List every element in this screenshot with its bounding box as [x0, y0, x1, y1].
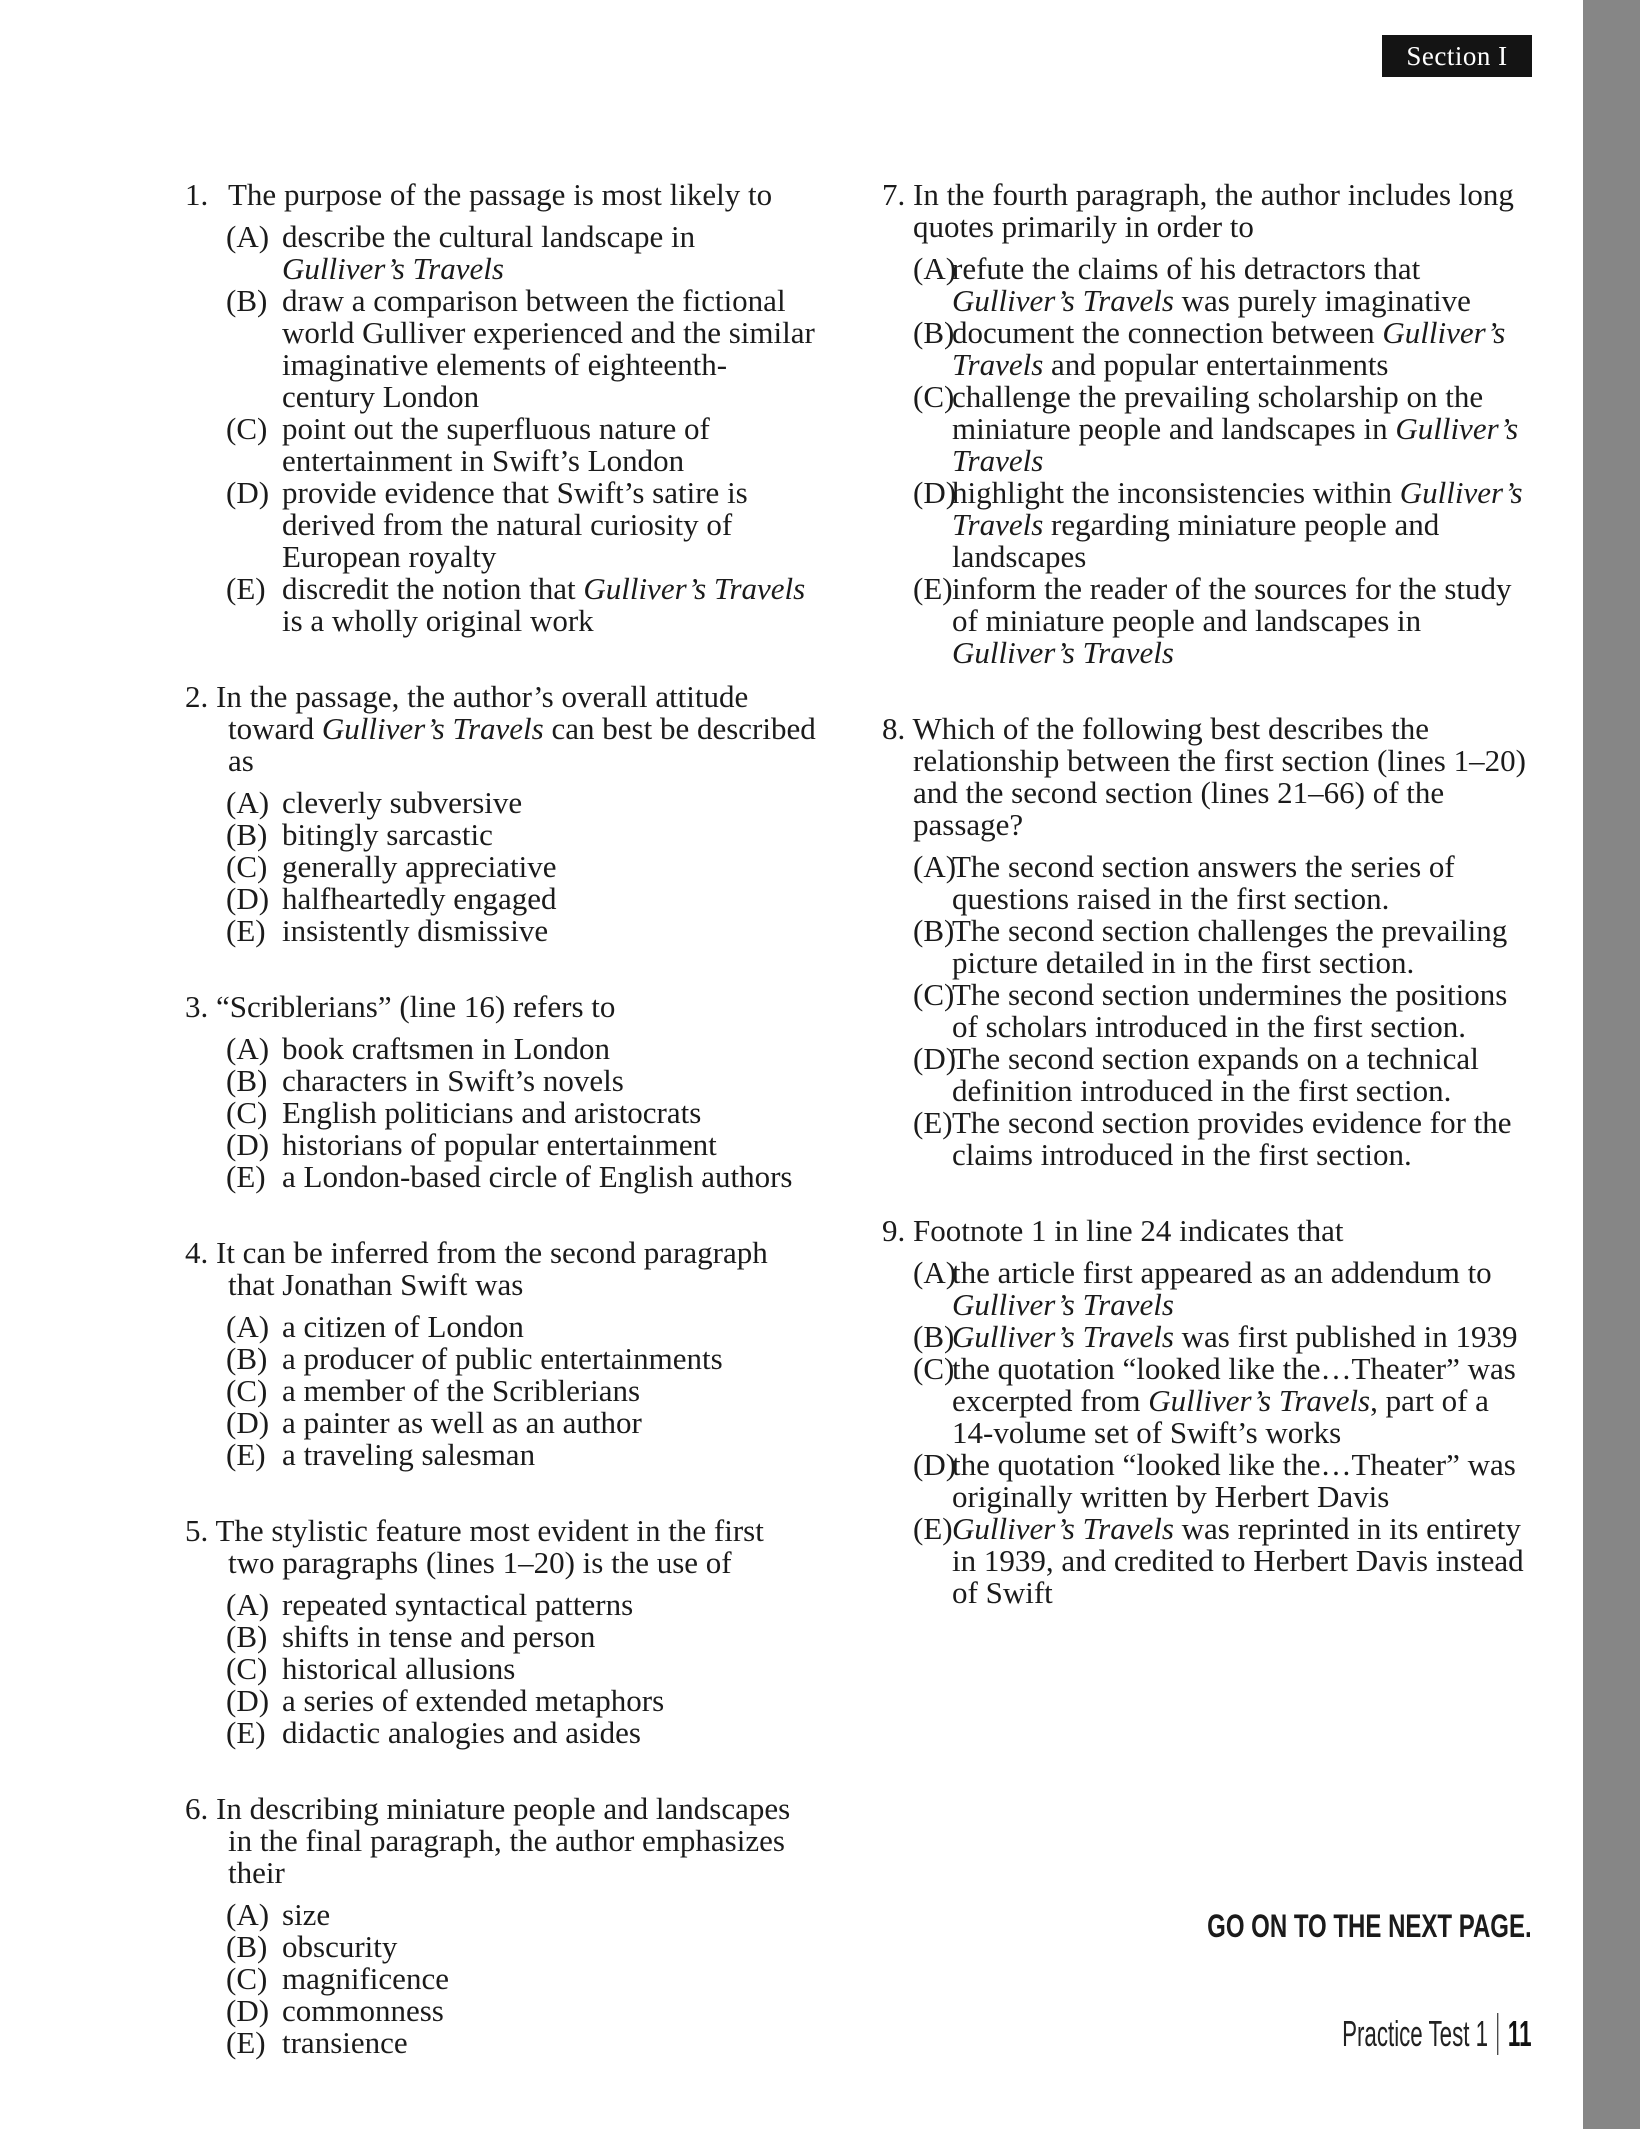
- question-number: 2.: [185, 679, 209, 714]
- option-label: (D): [913, 1447, 957, 1482]
- option-label: (B): [226, 1929, 268, 1964]
- option-label: (B): [913, 315, 955, 350]
- question-stem: [185, 681, 817, 777]
- option-label: (D): [226, 1127, 270, 1162]
- option-label: (B): [913, 913, 955, 948]
- option-text: a member of the Scriblerians: [282, 1373, 641, 1408]
- question-stem: [185, 179, 817, 211]
- option-label: (D): [913, 475, 957, 510]
- option-label: (A): [226, 1031, 270, 1066]
- option-row: [882, 477, 1532, 573]
- option-label: (E): [226, 1715, 266, 1750]
- options-list: [185, 1589, 817, 1749]
- option-row: [882, 1321, 1532, 1353]
- option-text: a series of extended metaphors: [282, 1683, 665, 1718]
- option-row: [185, 1931, 817, 1963]
- option-row: [185, 883, 817, 915]
- option-label: (A): [226, 1897, 270, 1932]
- option-text: The second section answers the series of questions raised in the first section.: [952, 849, 1455, 916]
- question-stem: [185, 1237, 817, 1301]
- option-label: (A): [226, 219, 270, 254]
- question-stem: [882, 1215, 1532, 1247]
- option-text: the quotation “looked like the…Theater” was excerpted from Gulliver’s Travels, part of a 14-volume set of Swift’s works: [952, 1351, 1516, 1450]
- option-text: The second section undermines the positions of scholars introduced in the first section.: [952, 977, 1508, 1044]
- options-list: [882, 253, 1532, 669]
- option-label: (C): [226, 849, 268, 884]
- question-number: 4.: [185, 1235, 209, 1270]
- question-number: 8.: [882, 711, 906, 746]
- option-row: [185, 1621, 817, 1653]
- option-label: (C): [913, 1351, 955, 1386]
- option-text: a London-based circle of English authors: [282, 1159, 793, 1194]
- option-row: [185, 915, 817, 947]
- question-stem-text: “Scriblerians” (line 16) refers to: [216, 989, 616, 1024]
- question-stem: [185, 1793, 817, 1889]
- question: [185, 681, 817, 947]
- option-row: [185, 1589, 817, 1621]
- option-row: [185, 1899, 817, 1931]
- option-text: characters in Swift’s novels: [282, 1063, 624, 1098]
- question-stem-text: In the fourth paragraph, the author includes long quotes primarily in order to: [913, 177, 1514, 244]
- question-stem: [185, 991, 817, 1023]
- section-label: Section I: [1406, 40, 1508, 71]
- option-label: (C): [226, 1373, 268, 1408]
- option-row: [882, 381, 1532, 477]
- option-text: a producer of public entertainments: [282, 1341, 723, 1376]
- option-label: (E): [913, 571, 953, 606]
- option-text: cleverly subversive: [282, 785, 523, 820]
- option-label: (D): [226, 475, 270, 510]
- option-label: (B): [913, 1319, 955, 1354]
- option-text: The second section provides evidence for the claims introduced in the first section.: [952, 1105, 1512, 1172]
- question-stem: [882, 713, 1532, 841]
- option-text: insistently dismissive: [282, 913, 549, 948]
- option-text: challenge the prevailing scholarship on the miniature people and landscapes in Gulliver’s Travels: [952, 379, 1519, 478]
- question-number: 1.: [185, 177, 209, 212]
- option-text: Gulliver’s Travels was first published in 1939: [952, 1319, 1518, 1354]
- option-label: (C): [913, 379, 955, 414]
- option-text: document the connection between Gulliver’s Travels and popular entertainments: [952, 315, 1506, 382]
- question-stem-text: In describing miniature people and landscapes in the final paragraph, the author emphasizes their: [216, 1791, 791, 1890]
- question-stem: [185, 1515, 817, 1579]
- option-text: describe the cultural landscape in Gulliver’s Travels: [282, 219, 696, 286]
- question-stem-text: It can be inferred from the second paragraph that Jonathan Swift was: [216, 1235, 768, 1302]
- option-text: refute the claims of his detractors that Gulliver’s Travels was purely imaginative: [952, 251, 1471, 318]
- option-text: inform the reader of the sources for the study of miniature people and landscapes in Gulliver’s Travels: [952, 571, 1512, 670]
- option-row: [185, 1439, 817, 1471]
- footer-divider: [1498, 2013, 1499, 2055]
- section-header-box: [1382, 35, 1532, 77]
- options-list: [185, 1311, 817, 1471]
- option-text: transience: [282, 2025, 408, 2060]
- option-row: [185, 1161, 817, 1193]
- option-label: (D): [913, 1041, 957, 1076]
- footer-page-number: 11: [1508, 2013, 1532, 2054]
- option-row: [882, 851, 1532, 915]
- option-label: (E): [226, 571, 266, 606]
- option-row: [185, 1065, 817, 1097]
- option-label: (E): [913, 1511, 953, 1546]
- option-text: The second section challenges the prevailing picture detailed in in the first section.: [952, 913, 1508, 980]
- questions-column-right: [882, 179, 1532, 1653]
- option-row: [882, 915, 1532, 979]
- option-text: size: [282, 1897, 331, 1932]
- option-label: (E): [226, 1437, 266, 1472]
- options-list: [185, 1033, 817, 1193]
- option-label: (B): [226, 283, 268, 318]
- option-row: [882, 573, 1532, 669]
- option-text: draw a comparison between the fictional world Gulliver experienced and the similar imaginative elements of eighteenth-century London: [282, 283, 815, 414]
- option-row: [185, 573, 817, 637]
- option-label: (D): [226, 1405, 270, 1440]
- go-on-instruction: GO ON TO THE NEXT PAGE.: [1207, 1908, 1532, 1944]
- option-row: [882, 1513, 1532, 1609]
- option-text: discredit the notion that Gulliver’s Travels is a wholly original work: [282, 571, 806, 638]
- question: [882, 1215, 1532, 1609]
- option-row: [882, 979, 1532, 1043]
- question-stem-text: Which of the following best describes the relationship between the first section (lines 1–20) and the second section (lines 21–66) of the passage?: [912, 711, 1526, 842]
- option-label: (B): [226, 1619, 268, 1654]
- option-row: [185, 413, 817, 477]
- option-row: [185, 221, 817, 285]
- question: [882, 179, 1532, 669]
- option-row: [882, 1353, 1532, 1449]
- option-row: [185, 1311, 817, 1343]
- option-text: generally appreciative: [282, 849, 557, 884]
- option-text: a painter as well as an author: [282, 1405, 642, 1440]
- option-label: (D): [226, 1993, 270, 2028]
- option-text: historical allusions: [282, 1651, 516, 1686]
- option-row: [882, 253, 1532, 317]
- option-text: highlight the inconsistencies within Gulliver’s Travels regarding miniature people and landscapes: [952, 475, 1523, 574]
- question-stem-text: In the passage, the author’s overall attitude toward Gulliver’s Travels can best be described as: [216, 679, 816, 778]
- option-text: Gulliver’s Travels was reprinted in its entirety in 1939, and credited to Herbert Davis instead of Swift: [952, 1511, 1524, 1610]
- option-text: The second section expands on a technical definition introduced in the first section.: [952, 1041, 1479, 1108]
- option-label: (A): [226, 785, 270, 820]
- option-row: [185, 285, 817, 413]
- option-label: (C): [226, 1095, 268, 1130]
- questions-column-left: [185, 179, 817, 2103]
- option-row: [185, 1375, 817, 1407]
- option-row: [882, 1449, 1532, 1513]
- option-text: the article first appeared as an addendum to Gulliver’s Travels: [952, 1255, 1492, 1322]
- option-text: point out the superfluous nature of entertainment in Swift’s London: [282, 411, 710, 478]
- question: [185, 179, 817, 637]
- option-row: [185, 1097, 817, 1129]
- option-row: [185, 1685, 817, 1717]
- option-row: [882, 317, 1532, 381]
- options-list: [185, 1899, 817, 2059]
- footer-test-name: Practice Test 1: [1342, 2013, 1489, 2054]
- question-number: 9.: [882, 1213, 906, 1248]
- option-text: English politicians and aristocrats: [282, 1095, 702, 1130]
- option-row: [185, 1717, 817, 1749]
- question-number: 5.: [185, 1513, 209, 1548]
- option-text: shifts in tense and person: [282, 1619, 596, 1654]
- option-row: [185, 1343, 817, 1375]
- option-row: [185, 477, 817, 573]
- question-number: 3.: [185, 989, 209, 1024]
- option-text: a citizen of London: [282, 1309, 524, 1344]
- option-text: historians of popular entertainment: [282, 1127, 717, 1162]
- option-label: (D): [226, 881, 270, 916]
- question-stem-text: The stylistic feature most evident in the first two paragraphs (lines 1–20) is the use of: [215, 1513, 764, 1580]
- page-edge-gray-bar: [1583, 0, 1640, 2129]
- options-list: [185, 787, 817, 947]
- option-row: [185, 1033, 817, 1065]
- option-row: [185, 1653, 817, 1685]
- page-footer: [1343, 2013, 1532, 2055]
- option-label: (B): [226, 1063, 268, 1098]
- option-label: (B): [226, 817, 268, 852]
- option-label: (C): [226, 1651, 268, 1686]
- option-text: bitingly sarcastic: [282, 817, 493, 852]
- option-text: magnificence: [282, 1961, 449, 1996]
- option-text: obscurity: [282, 1929, 398, 1964]
- question: [185, 1793, 817, 2059]
- option-label: (A): [913, 849, 957, 884]
- option-label: (E): [226, 2025, 266, 2060]
- option-row: [185, 819, 817, 851]
- options-list: [185, 221, 817, 637]
- option-label: (A): [226, 1309, 270, 1344]
- question-number: 6.: [185, 1791, 209, 1826]
- question: [185, 1515, 817, 1749]
- options-list: [882, 1257, 1532, 1609]
- option-text: the quotation “looked like the…Theater” was originally written by Herbert Davis: [952, 1447, 1516, 1514]
- option-label: (E): [913, 1105, 953, 1140]
- option-label: (E): [226, 913, 266, 948]
- option-row: [185, 2027, 817, 2059]
- option-label: (D): [226, 1683, 270, 1718]
- question-number: 7.: [882, 177, 906, 212]
- question: [185, 1237, 817, 1471]
- option-text: book craftsmen in London: [282, 1031, 611, 1066]
- option-label: (A): [913, 1255, 957, 1290]
- option-label: (E): [226, 1159, 266, 1194]
- option-text: a traveling salesman: [282, 1437, 536, 1472]
- option-row: [185, 1407, 817, 1439]
- question: [882, 713, 1532, 1171]
- question-stem-text: The purpose of the passage is most likely to: [228, 177, 773, 212]
- question: [185, 991, 817, 1193]
- option-row: [882, 1107, 1532, 1171]
- option-text: didactic analogies and asides: [282, 1715, 641, 1750]
- option-row: [185, 1963, 817, 1995]
- option-row: [185, 1995, 817, 2027]
- option-label: (C): [226, 1961, 268, 1996]
- option-text: provide evidence that Swift’s satire is derived from the natural curiosity of European royalty: [282, 475, 748, 574]
- option-label: (C): [226, 411, 268, 446]
- option-label: (C): [913, 977, 955, 1012]
- option-text: halfheartedly engaged: [282, 881, 557, 916]
- options-list: [882, 851, 1532, 1171]
- option-label: (A): [226, 1587, 270, 1622]
- option-text: repeated syntactical patterns: [282, 1587, 634, 1622]
- option-label: (B): [226, 1341, 268, 1376]
- question-stem-text: Footnote 1 in line 24 indicates that: [913, 1213, 1344, 1248]
- question-stem: [882, 179, 1532, 243]
- option-row: [882, 1257, 1532, 1321]
- option-label: (A): [913, 251, 957, 286]
- option-row: [185, 1129, 817, 1161]
- option-row: [185, 851, 817, 883]
- option-text: commonness: [282, 1993, 444, 2028]
- option-row: [882, 1043, 1532, 1107]
- option-row: [185, 787, 817, 819]
